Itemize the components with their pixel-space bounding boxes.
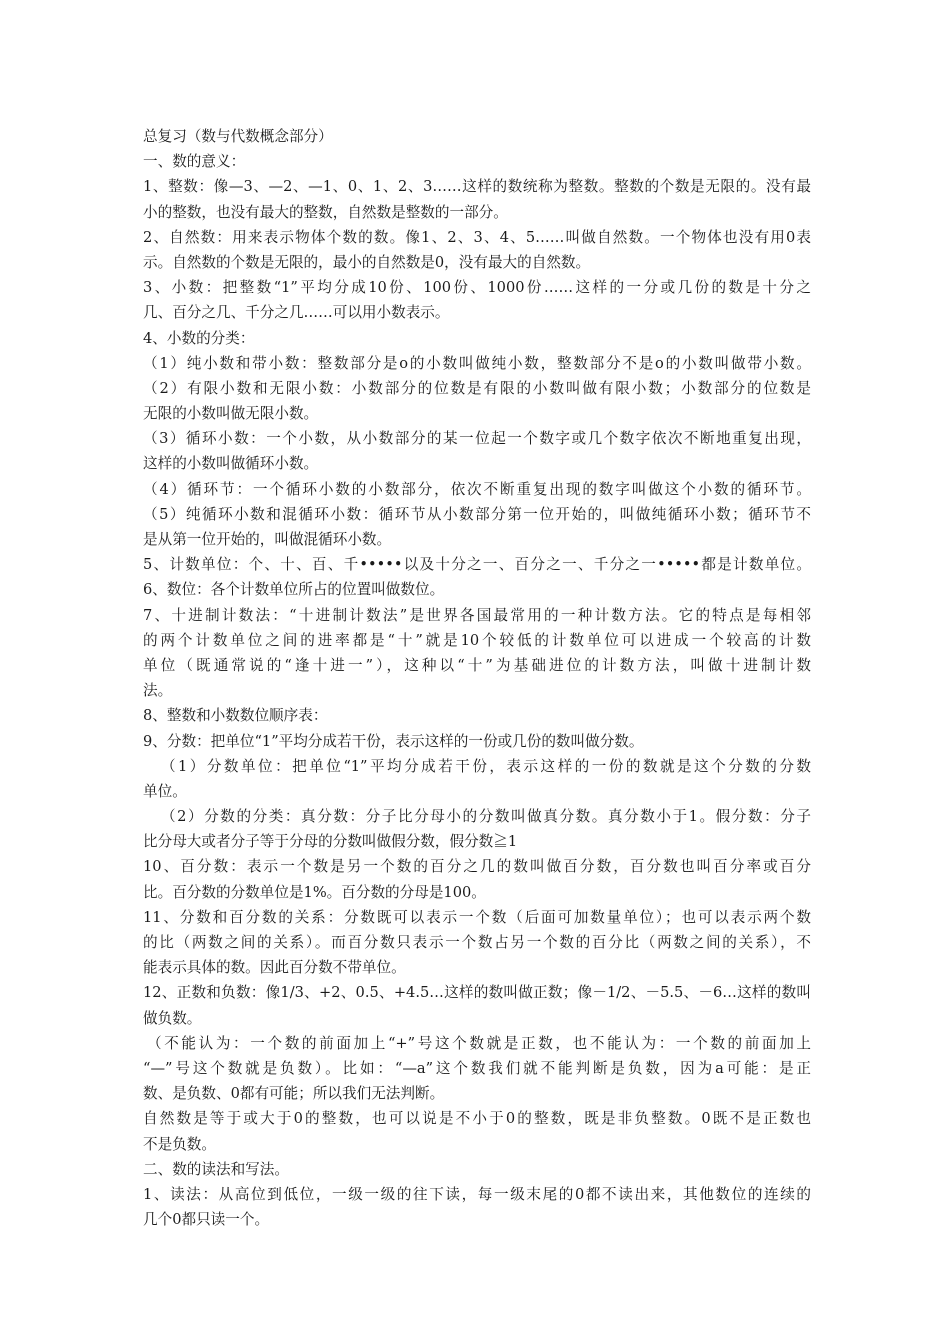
text-line: 12、正数和负数：像1/3、+2、0.5、+4.5…这样的数叫做正数；像－1/2、－5.5、－6…这样的数叫 xyxy=(143,984,811,1002)
text-line: 3、小数：把整数“1”平均分成10份、100份、1000份……这样的一分或几份的数是十分之 xyxy=(143,279,811,297)
text-line: 7、十进制计数法：“十进制计数法”是世界各国最常用的一种计数方法。它的特点是每相邻 xyxy=(143,606,811,624)
text-line: （2）有限小数和无限小数：小数部分的位数是有限的小数叫做有限小数；小数部分的位数是 xyxy=(143,379,811,397)
text-line: 比。百分数的分数单位是1%。百分数的分母是100。 xyxy=(143,883,486,901)
doc-title: 总复习（数与代数概念部分） xyxy=(143,128,333,145)
text-line: （3）循环小数：一个小数，从小数部分的某一位起一个数字或几个数字依次不断地重复出现， xyxy=(143,430,811,448)
text-line: 6、数位：各个计数单位所占的位置叫做数位。 xyxy=(143,581,445,599)
text-line: 1、读法：从高位到低位，一级一级的往下读，每一级末尾的0都不读出来，其他数位的连续的 xyxy=(143,1185,811,1203)
text-line: 2、自然数：用来表示物体个数的数。像1、2、3、4、5……叫做自然数。一个物体也没有用0表 xyxy=(143,228,811,246)
text-line: （1）分数单位：把单位“1”平均分成若干份，表示这样的一份的数就是这个分数的分数 xyxy=(161,757,811,775)
text-line: 4、小数的分类： xyxy=(143,329,255,347)
text-line: 的比（两数之间的关系）。而百分数只表示一个数占另一个数的百分比（两数之间的关系），不 xyxy=(143,934,811,951)
text-line: 10、百分数：表示一个数是另一个数的百分之几的数叫做百分数，百分数也叫百分率或百分 xyxy=(143,858,811,876)
text-line: 不是负数。 xyxy=(143,1135,216,1153)
text-line: 比分母大或者分子等于分母的分数叫做假分数，假分数≧1 xyxy=(143,833,518,851)
text-line: （2）分数的分类：真分数：分子比分母小的分数叫做真分数。真分数小于1。假分数：分子 xyxy=(161,808,811,826)
document-body xyxy=(143,124,811,1232)
text-line: 无限的小数叫做无限小数。 xyxy=(143,405,319,423)
text-line: 11、分数和百分数的关系：分数既可以表示一个数（后面可加数量单位）；也可以表示两个数 xyxy=(143,908,811,926)
text-line: 5、计数单位：个、十、百、千•••••以及十分之一、百分之一、千分之一•••••都是计数单位。 xyxy=(143,556,811,574)
section-heading: 二、数的读法和写法。 xyxy=(143,1160,289,1178)
text-line: 单位（既通常说的“逢十进一”），这种以“十”为基础进位的计数方法，叫做十进制计数 xyxy=(143,656,811,674)
text-line: “—”号这个数就是负数）。比如：“—a”这个数我们就不能判断是负数，因为a可能：是正 xyxy=(143,1059,811,1077)
text-line: 几个0都只读一个。 xyxy=(143,1211,270,1229)
section-heading: 一、数的意义： xyxy=(143,153,246,171)
text-line: 9、分数：把单位“1”平均分成若干份，表示这样的一份或几份的数叫做分数。 xyxy=(143,732,644,750)
text-line: （不能认为：一个数的前面加上“+”号这个数就是正数，也不能认为：一个数的前面加上 xyxy=(147,1034,811,1052)
text-line: （1）纯小数和带小数：整数部分是o的小数叫做纯小数，整数部分不是o的小数叫做带小数。 xyxy=(143,354,811,372)
text-line: 能表示具体的数。因此百分数不带单位。 xyxy=(143,959,406,977)
text-line: 示。自然数的个数是无限的，最小的自然数是0，没有最大的自然数。 xyxy=(143,253,591,271)
text-line: 1、整数：像—3、—2、—1、0、1、2、3……这样的数统称为整数。整数的个数是无限的。没有最 xyxy=(143,178,811,196)
text-line: （5）纯循环小数和混循环小数：循环节从小数部分第一位开始的，叫做纯循环小数；循环节不 xyxy=(143,505,811,523)
text-line: 自然数是等于或大于0的整数，也可以说是不小于0的整数，既是非负整数。0既不是正数也 xyxy=(143,1110,811,1128)
text-line: 做负数。 xyxy=(143,1009,202,1027)
text-line: 几、百分之几、千分之几……可以用小数表示。 xyxy=(143,304,450,322)
text-line: 小的整数，也没有最大的整数，自然数是整数的一部分。 xyxy=(143,203,508,221)
text-line: 这样的小数叫做循环小数。 xyxy=(143,455,319,473)
text-line: （4）循环节：一个循环小数的小数部分，依次不断重复出现的数字叫做这个小数的循环节。 xyxy=(143,480,811,498)
text-line: 法。 xyxy=(143,682,173,700)
text-line: 8、整数和小数数位顺序表： xyxy=(143,707,328,725)
text-line: 数、是负数、0都有可能；所以我们无法判断。 xyxy=(143,1085,445,1103)
text-line: 的两个计数单位之间的进率都是“十”就是10个较低的计数单位可以进成一个较高的计数 xyxy=(143,631,811,649)
text-line: 单位。 xyxy=(143,782,187,800)
text-line: 是从第一位开始的，叫做混循环小数。 xyxy=(143,531,392,548)
